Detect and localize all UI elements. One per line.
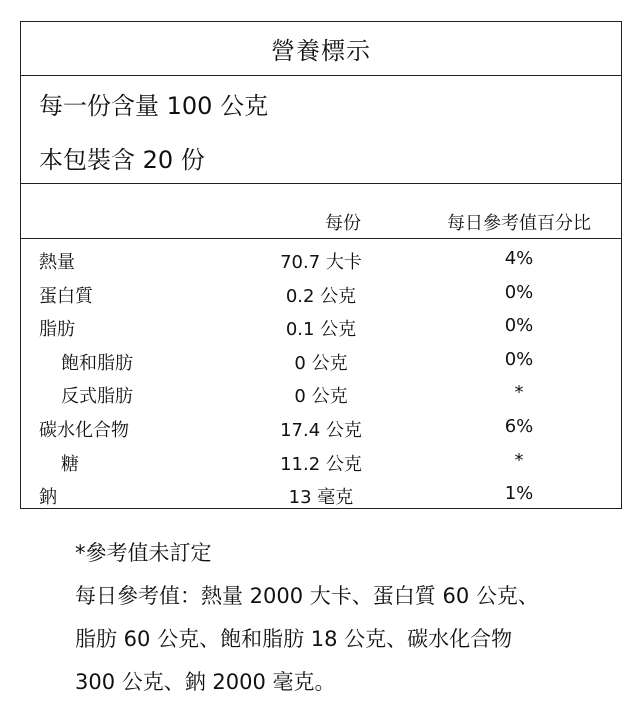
nutrient-daily-value: * [514,449,524,471]
footnotes [75,530,539,702]
footnote-line: 300 公克、鈉 2000 毫克。 [75,669,336,694]
nutrient-name: 鈉 [39,487,57,509]
nutrient-daily-value: * [514,382,524,404]
nutrient-name: 碳水化合物 [39,419,129,441]
nutrient-daily-value: 0% [504,348,534,370]
nutrient-name: 熱量 [39,252,75,273]
column-header-per-serving: 每份 [325,213,361,234]
nutrition-title: 營養標示 [21,22,621,76]
nutrient-amount: 11.2 公克 [280,453,362,475]
nutrition-facts-panel [20,21,622,509]
serving-size: 每一份含量 100 公克 [39,91,269,120]
nutrient-name: 蛋白質 [39,285,93,307]
nutrient-name: 飽和脂肪 [61,352,133,374]
nutrient-row-sugar [21,445,621,479]
nutrient-amount: 0 公克 [294,352,348,374]
nutrient-row-calories [21,243,621,277]
nutrient-daily-value: 6% [504,415,534,437]
nutrient-name: 反式脂肪 [61,386,133,408]
servings-per-package: 本包裝含 20 份 [39,145,205,174]
nutrient-amount: 0.1 公克 [285,319,357,341]
nutrient-daily-value: 1% [504,483,534,505]
nutrient-daily-value: 0% [504,315,534,337]
footnote-line: 脂肪 60 公克、飽和脂肪 18 公克、碳水化合物 [75,626,513,651]
nutrient-amount: 0.2 公克 [285,285,357,307]
nutrient-rows [21,239,621,512]
nutrient-amount: 70.7 大卡 [280,252,362,273]
serving-info [21,76,621,184]
nutrient-name: 糖 [61,453,79,475]
footnote-line: 每日參考值：熱量 2000 大卡、蛋白質 60 公克、 [75,583,539,608]
nutrient-row-fat [21,310,621,344]
nutrient-row-sodium [21,478,621,512]
footnote-line: *參考值未訂定 [75,540,212,565]
column-header-row [21,184,621,239]
nutrient-daily-value: 0% [504,281,534,303]
nutrient-amount: 0 公克 [294,386,348,408]
nutrient-row-protein [21,277,621,311]
nutrient-daily-value: 4% [504,248,534,269]
nutrient-row-trans-fat [21,377,621,411]
nutrient-row-carbohydrate [21,411,621,445]
nutrient-amount: 13 毫克 [288,487,354,509]
column-header-daily-value: 每日參考值百分比 [447,213,591,234]
nutrient-amount: 17.4 公克 [280,419,362,441]
nutrient-name: 脂肪 [39,319,75,341]
nutrient-row-saturated-fat [21,344,621,378]
